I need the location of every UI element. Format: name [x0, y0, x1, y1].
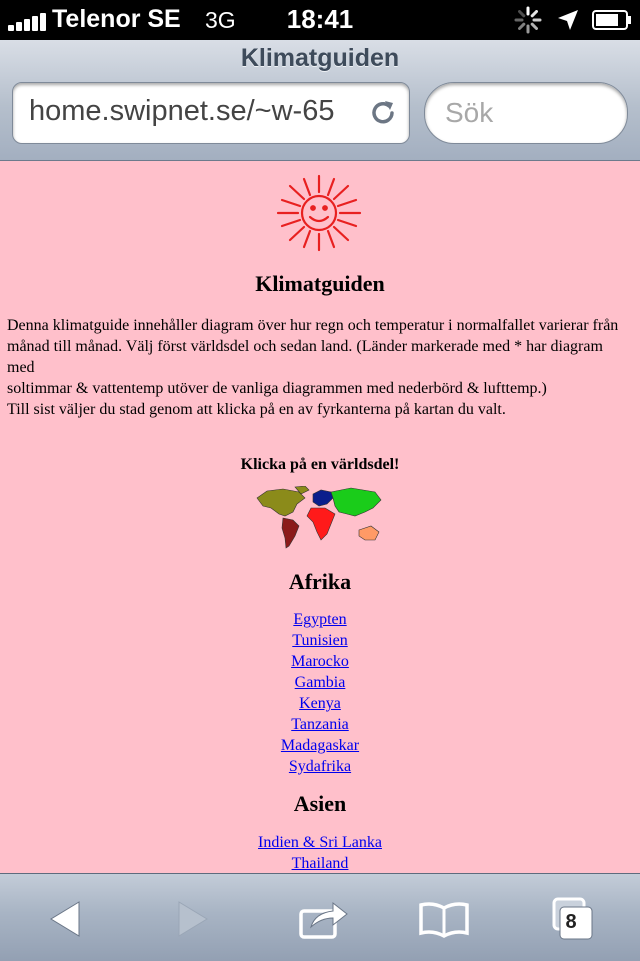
country-link[interactable]: Marocko — [291, 653, 349, 670]
bookmarks-button[interactable] — [414, 892, 474, 946]
status-bar — [0, 0, 640, 40]
share-icon — [297, 897, 351, 941]
forward-arrow-icon — [175, 900, 211, 938]
map-north-america — [257, 489, 305, 516]
web-page-content — [0, 161, 640, 873]
location-arrow-icon — [556, 8, 580, 32]
country-link[interactable]: Tanzania — [291, 716, 349, 733]
country-link[interactable]: Thailand — [291, 855, 349, 872]
intro-line: månad till månad. Välj först världsdel och sedan land. (Länder markerade med * har diagram med — [7, 338, 603, 376]
country-link[interactable]: Madagaskar — [280, 737, 360, 754]
reload-icon[interactable] — [367, 97, 399, 129]
network-type: 3G — [205, 7, 236, 33]
country-link[interactable]: Tunisien — [292, 632, 348, 649]
battery-icon — [592, 10, 632, 30]
search-field[interactable] — [424, 82, 628, 144]
address-bar[interactable] — [12, 82, 410, 144]
country-link[interactable]: Kenya — [299, 695, 341, 712]
tab-count-badge: 8 — [565, 911, 577, 933]
url-text[interactable]: home.swipnet.se/~w-65 — [29, 95, 335, 127]
world-map-icon[interactable] — [255, 486, 385, 551]
browser-toolbar — [0, 873, 640, 961]
country-link[interactable]: Gambia — [294, 674, 346, 691]
map-asia — [331, 488, 381, 516]
map-south-america — [282, 518, 299, 548]
back-button[interactable] — [35, 892, 95, 946]
country-link[interactable]: Sydafrika — [288, 758, 352, 775]
intro-text — [7, 315, 633, 420]
sun-logo-icon — [272, 173, 366, 253]
browser-header — [0, 40, 640, 161]
continent-prompt: Klicka på en världsdel! — [240, 456, 400, 473]
map-africa — [307, 508, 335, 540]
intro-line: Denna klimatguide innehåller diagram över hur regn och temperatur i normalfallet varierar från — [7, 317, 619, 334]
intro-line: soltimmar & vattentemp utöver de vanliga diagrammen med nederbörd & lufttemp.) — [7, 380, 547, 397]
map-europe — [313, 490, 333, 506]
country-list-asien — [0, 832, 640, 873]
country-list-afrika — [0, 609, 640, 777]
forward-button[interactable] — [163, 892, 223, 946]
map-australia — [359, 526, 379, 540]
activity-spinner-icon — [514, 6, 542, 34]
carrier-name: Telenor SE — [52, 5, 181, 33]
region-heading-afrika: Afrika — [288, 569, 352, 594]
search-input[interactable] — [443, 95, 617, 131]
page-title: Klimatguiden — [240, 44, 400, 72]
intro-line: Till sist väljer du stad genom att klicka på en av fyrkanterna på kartan du valt. — [7, 401, 506, 418]
bookmarks-book-icon — [417, 900, 471, 938]
back-arrow-icon — [47, 900, 83, 938]
region-heading-asien: Asien — [293, 791, 347, 816]
status-time: 18:41 — [286, 4, 354, 34]
country-link[interactable]: Indien & Sri Lanka — [258, 834, 382, 851]
page-heading: Klimatguiden — [255, 271, 385, 296]
share-button[interactable] — [294, 892, 354, 946]
country-link[interactable]: Egypten — [293, 611, 347, 628]
